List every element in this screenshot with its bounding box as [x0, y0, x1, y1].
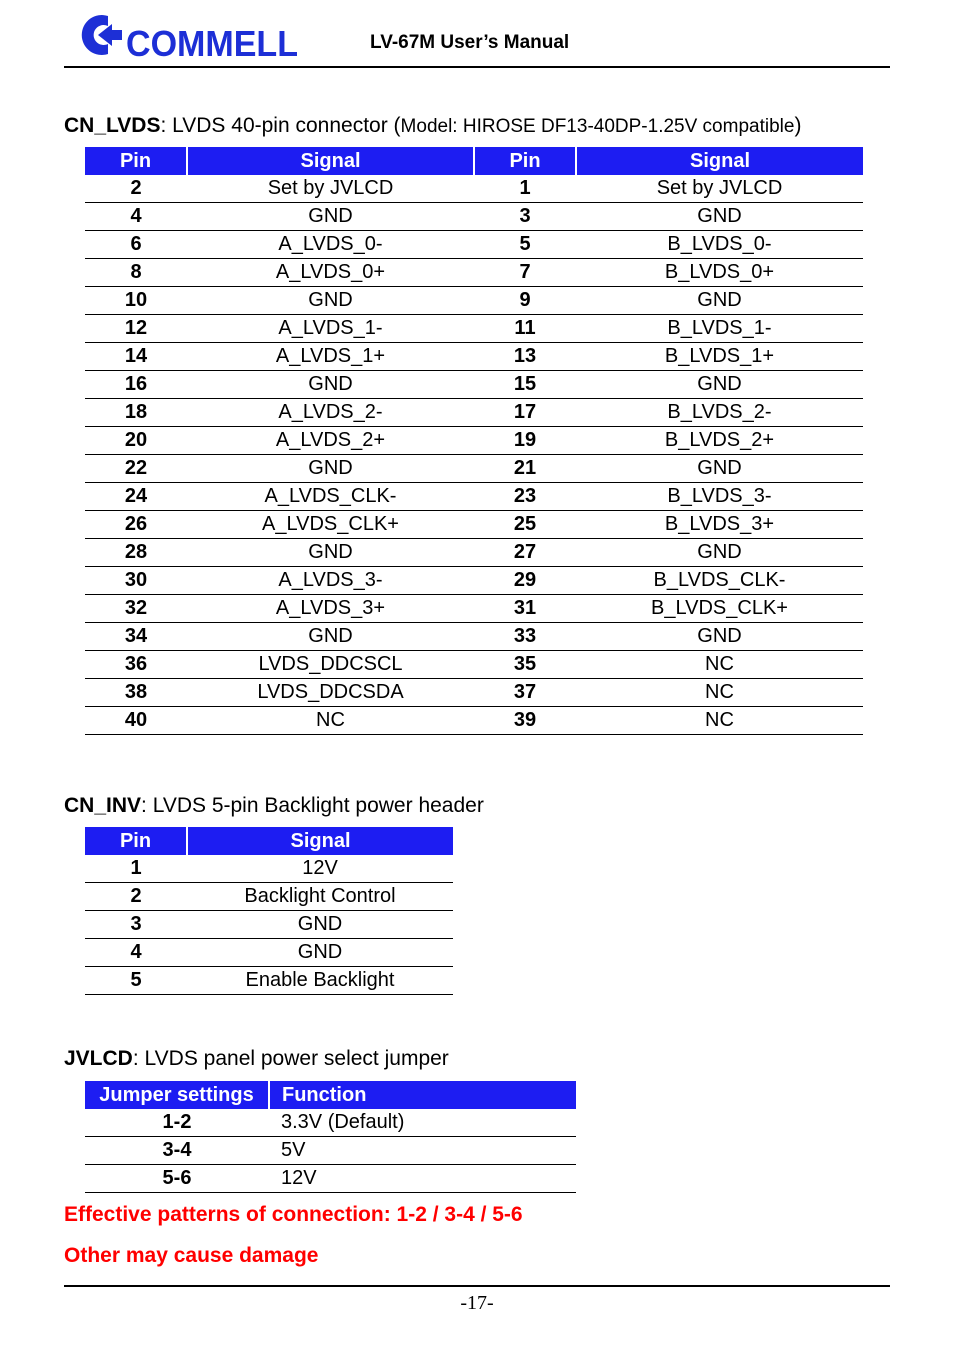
table-row — [85, 651, 863, 679]
jvlcd-jumper-name: JVLCD — [64, 1047, 133, 1070]
col-header-pin: Pin — [474, 147, 576, 175]
jvlcd-jumper-table — [85, 1081, 576, 1193]
warning-effective-patterns: Effective patterns of connection: 1-2 / 3-4 / 5-6 — [64, 1203, 523, 1226]
table-cell: 11 — [474, 315, 576, 343]
table-cell: GND — [187, 939, 453, 967]
table-cell: 33 — [474, 623, 576, 651]
table-cell: 8 — [85, 259, 187, 287]
table-cell: GND — [187, 203, 474, 231]
table-cell: B_LVDS_CLK- — [576, 567, 863, 595]
table-row — [85, 1137, 576, 1165]
table-cell: 29 — [474, 567, 576, 595]
jvlcd-section-title — [64, 1047, 449, 1071]
table-cell: Set by JVLCD — [187, 175, 474, 203]
lvds-pin-table — [85, 147, 863, 735]
inv-connector-name: CN_INV — [64, 794, 142, 817]
table-cell: 35 — [474, 651, 576, 679]
table-cell: 7 — [474, 259, 576, 287]
lvds-section-title — [64, 114, 801, 138]
table-cell: 36 — [85, 651, 187, 679]
table-cell: GND — [576, 623, 863, 651]
table-cell: 21 — [474, 455, 576, 483]
table-cell: 15 — [474, 371, 576, 399]
table-cell: 32 — [85, 595, 187, 623]
table-cell: Enable Backlight — [187, 967, 453, 995]
table-cell: A_LVDS_CLK- — [187, 483, 474, 511]
table-cell: B_LVDS_2- — [576, 399, 863, 427]
table-cell: 28 — [85, 539, 187, 567]
col-header-function: Function — [269, 1081, 576, 1109]
table-cell: 5V — [269, 1137, 576, 1165]
table-row — [85, 707, 863, 735]
table-cell: 23 — [474, 483, 576, 511]
table-cell: 10 — [85, 287, 187, 315]
table-cell: GND — [187, 287, 474, 315]
table-cell: 12V — [187, 855, 453, 883]
table-row — [85, 203, 863, 231]
table-cell: B_LVDS_CLK+ — [576, 595, 863, 623]
col-header-signal: Signal — [187, 147, 474, 175]
table-cell: B_LVDS_0+ — [576, 259, 863, 287]
table-row — [85, 567, 863, 595]
table-cell: 3.3V (Default) — [269, 1109, 576, 1137]
lvds-connector-close: ) — [794, 114, 802, 137]
table-cell: GND — [187, 539, 474, 567]
table-row — [85, 371, 863, 399]
table-row — [85, 511, 863, 539]
table-row — [85, 483, 863, 511]
table-cell: GND — [187, 623, 474, 651]
table-cell: 1 — [85, 855, 187, 883]
table-row — [85, 539, 863, 567]
inv-pin-table — [85, 827, 453, 995]
table-cell: GND — [576, 539, 863, 567]
table-row — [85, 427, 863, 455]
table-cell: GND — [187, 911, 453, 939]
table-cell: 9 — [474, 287, 576, 315]
table-cell: 4 — [85, 939, 187, 967]
table-cell: 38 — [85, 679, 187, 707]
table-cell: GND — [576, 371, 863, 399]
table-cell: 1-2 — [85, 1109, 269, 1137]
col-header-signal: Signal — [576, 147, 863, 175]
table-row — [85, 679, 863, 707]
table-cell: A_LVDS_2+ — [187, 427, 474, 455]
table-row — [85, 343, 863, 371]
table-cell: 13 — [474, 343, 576, 371]
inv-connector-desc: : LVDS 5-pin Backlight power header — [141, 794, 484, 817]
table-cell: LVDS_DDCSCL — [187, 651, 474, 679]
table-cell: B_LVDS_3- — [576, 483, 863, 511]
table-cell: 40 — [85, 707, 187, 735]
table-cell: 31 — [474, 595, 576, 623]
table-cell: 22 — [85, 455, 187, 483]
table-cell: 5 — [85, 967, 187, 995]
table-cell: 3 — [474, 203, 576, 231]
table-row — [85, 855, 453, 883]
table-row — [85, 623, 863, 651]
table-cell: 30 — [85, 567, 187, 595]
table-cell: 17 — [474, 399, 576, 427]
table-cell: A_LVDS_3+ — [187, 595, 474, 623]
table-header-row — [85, 827, 453, 855]
table-header-row — [85, 147, 863, 175]
table-cell: 16 — [85, 371, 187, 399]
table-cell: GND — [576, 203, 863, 231]
table-cell: 2 — [85, 883, 187, 911]
table-row — [85, 939, 453, 967]
table-cell: 27 — [474, 539, 576, 567]
table-cell: B_LVDS_0- — [576, 231, 863, 259]
lvds-connector-name: CN_LVDS — [64, 114, 161, 137]
table-cell: GND — [187, 371, 474, 399]
table-cell: A_LVDS_3- — [187, 567, 474, 595]
table-cell: 20 — [85, 427, 187, 455]
table-row — [85, 399, 863, 427]
table-cell: 3 — [85, 911, 187, 939]
table-cell: 25 — [474, 511, 576, 539]
table-cell: 18 — [85, 399, 187, 427]
table-cell: 6 — [85, 231, 187, 259]
logo-text: COMMELL — [126, 23, 298, 64]
table-row — [85, 259, 863, 287]
lvds-connector-model: Model: HIROSE DF13-40DP-1.25V compatible — [400, 116, 795, 137]
commell-logo — [78, 6, 304, 64]
table-row — [85, 455, 863, 483]
table-cell: NC — [576, 679, 863, 707]
table-cell: B_LVDS_1+ — [576, 343, 863, 371]
table-row — [85, 595, 863, 623]
footer-rule — [64, 1285, 890, 1287]
table-cell: 37 — [474, 679, 576, 707]
col-header-jumper-settings: Jumper settings — [85, 1081, 269, 1109]
jvlcd-jumper-desc: : LVDS panel power select jumper — [132, 1047, 449, 1070]
table-row — [85, 967, 453, 995]
col-header-pin: Pin — [85, 827, 187, 855]
table-cell: 2 — [85, 175, 187, 203]
table-cell: NC — [187, 707, 474, 735]
table-cell: 3-4 — [85, 1137, 269, 1165]
table-cell: Set by JVLCD — [576, 175, 863, 203]
table-cell: LVDS_DDCSDA — [187, 679, 474, 707]
table-cell: NC — [576, 707, 863, 735]
table-cell: 14 — [85, 343, 187, 371]
manual-title: LV-67M User’s Manual — [370, 32, 570, 53]
table-cell: Backlight Control — [187, 883, 453, 911]
table-row — [85, 1165, 576, 1193]
table-cell: GND — [576, 287, 863, 315]
table-cell: 34 — [85, 623, 187, 651]
table-cell: 5 — [474, 231, 576, 259]
table-cell: 4 — [85, 203, 187, 231]
table-cell: A_LVDS_0- — [187, 231, 474, 259]
col-header-pin: Pin — [85, 147, 187, 175]
table-cell: GND — [576, 455, 863, 483]
page-header — [64, 4, 890, 68]
table-cell: A_LVDS_1+ — [187, 343, 474, 371]
table-cell: 26 — [85, 511, 187, 539]
table-cell: A_LVDS_2- — [187, 399, 474, 427]
lvds-connector-desc: : LVDS 40-pin connector ( — [160, 114, 401, 137]
table-cell: A_LVDS_1- — [187, 315, 474, 343]
table-cell: 12 — [85, 315, 187, 343]
table-cell: A_LVDS_0+ — [187, 259, 474, 287]
table-cell: 12V — [269, 1165, 576, 1193]
table-row — [85, 231, 863, 259]
table-row — [85, 1109, 576, 1137]
page-number: -17- — [460, 1292, 494, 1314]
table-cell: 5-6 — [85, 1165, 269, 1193]
table-cell: 39 — [474, 707, 576, 735]
table-row — [85, 911, 453, 939]
table-row — [85, 287, 863, 315]
col-header-signal: Signal — [187, 827, 453, 855]
table-cell: B_LVDS_2+ — [576, 427, 863, 455]
table-cell: 1 — [474, 175, 576, 203]
table-row — [85, 315, 863, 343]
table-row — [85, 175, 863, 203]
warning-damage: Other may cause damage — [64, 1244, 319, 1267]
table-cell: NC — [576, 651, 863, 679]
commell-logo-icon — [78, 6, 304, 64]
table-header-row — [85, 1081, 576, 1109]
table-cell: 19 — [474, 427, 576, 455]
table-row — [85, 883, 453, 911]
table-cell: B_LVDS_1- — [576, 315, 863, 343]
inv-section-title — [64, 794, 484, 818]
table-cell: B_LVDS_3+ — [576, 511, 863, 539]
table-cell: 24 — [85, 483, 187, 511]
table-cell: GND — [187, 455, 474, 483]
table-cell: A_LVDS_CLK+ — [187, 511, 474, 539]
